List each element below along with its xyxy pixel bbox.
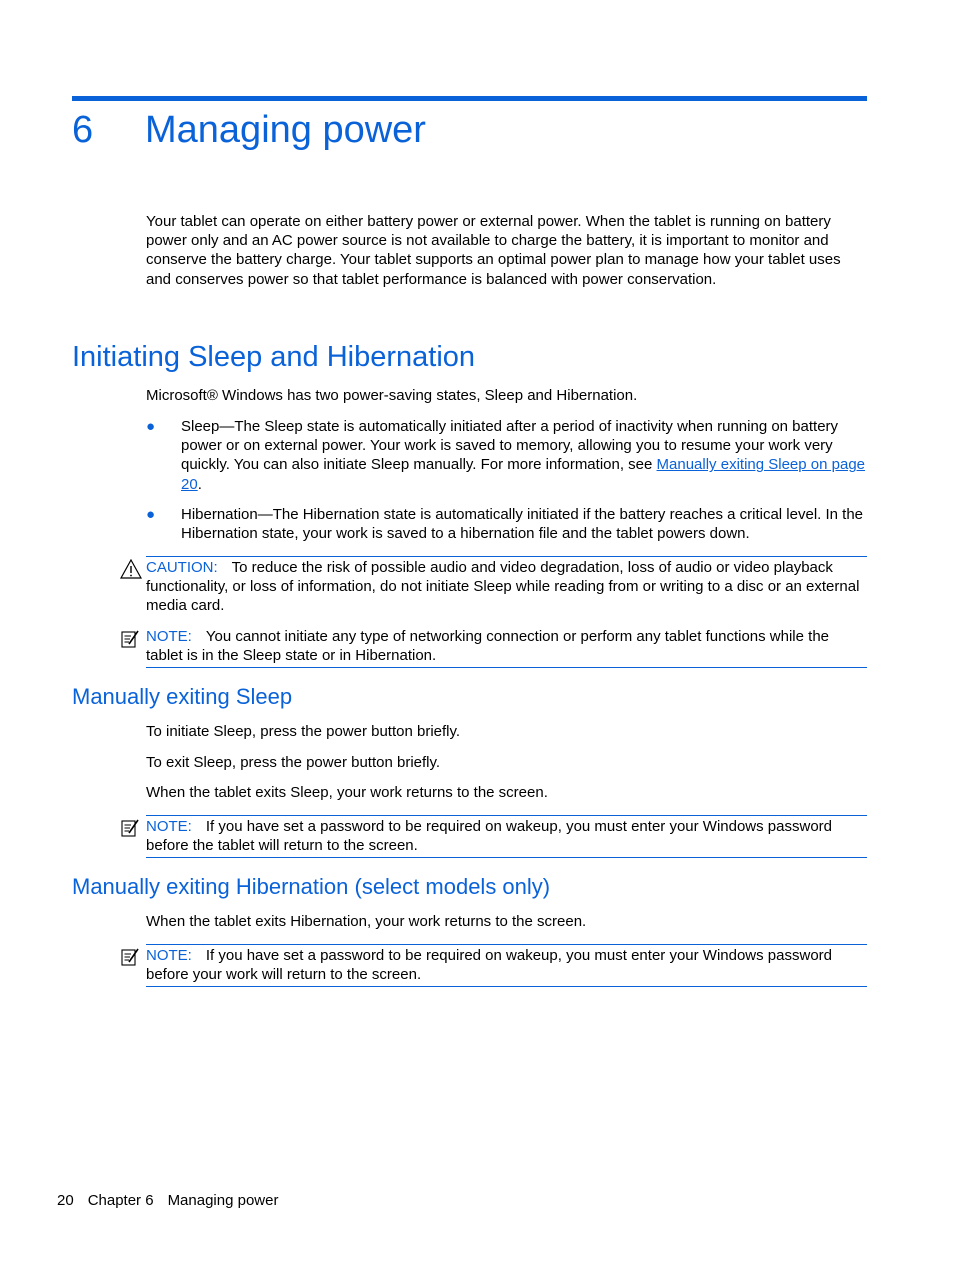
- chapter-number: 6: [72, 109, 94, 151]
- bullet-hibernation-text: Hibernation—The Hibernation state is automatically initiated if the battery reaches a critical level. In the Hibernation state, your work is saved to a hibernation file and the tablet powers down.: [181, 506, 864, 543]
- notice-bottom-rule: [146, 857, 867, 858]
- notice-top-rule: [146, 556, 867, 557]
- caution-triangle-icon: [120, 559, 142, 579]
- note-label: NOTE:: [146, 818, 192, 835]
- section-title-manually-exiting-hibernation: Manually exiting Hibernation (select models only): [72, 874, 551, 899]
- chapter-title: [72, 106, 426, 154]
- note-text: You cannot initiate any type of networking connection or perform any tablet functions while the tablet is in the Sleep state or in Hibernation.: [146, 628, 830, 665]
- chapter-rule: [72, 96, 867, 101]
- bullet-text: [181, 417, 871, 494]
- section-title-manually-exiting-sleep: Manually exiting Sleep: [72, 684, 293, 709]
- exit-sleep-line-1: To initiate Sleep, press the power button briefly.: [146, 723, 461, 740]
- exit-hibernation-note: [146, 946, 866, 984]
- exit-sleep-note: [146, 817, 866, 855]
- caution-label: CAUTION:: [146, 559, 218, 576]
- notice-top-rule: [146, 815, 867, 816]
- notice-bottom-rule: [146, 986, 867, 987]
- exit-hibernation-line: When the tablet exits Hibernation, your work returns to the screen.: [146, 913, 587, 930]
- notice-top-rule: [146, 944, 867, 945]
- exit-sleep-line-3: When the tablet exits Sleep, your work returns to the screen.: [146, 784, 548, 801]
- bullet-sleep-text: Sleep—The Sleep state is automatically initiated after a period of inactivity when running on battery power or on external power. Your work is saved to memory, allowing you to resume your work very quickly. You can also initiate Sleep manually. For more information, see: [181, 418, 839, 474]
- note-icon: [120, 818, 140, 838]
- note-icon: [120, 629, 140, 649]
- intro-paragraph: Your tablet can operate on either battery power or external power. When the tablet is running on battery power only and an AC power source is not available to charge the battery, it is important to monitor and conserve the battery charge. Your tablet supports an optimal power plan to manage how your tablet uses and conserves power so that tablet performance is balanced with power conservation.: [146, 213, 841, 288]
- note-text: If you have set a password to be required on wakeup, you must enter your Windows password before the tablet will return to the screen.: [146, 818, 833, 855]
- notice-bottom-rule: [146, 667, 867, 668]
- footer-page-number: 20: [57, 1192, 74, 1209]
- note-text: If you have set a password to be required on wakeup, you must enter your Windows password before your work will return to the screen.: [146, 947, 833, 984]
- exit-sleep-line-2: To exit Sleep, press the power button briefly.: [146, 754, 441, 771]
- section-title-sleep-hibernation: Initiating Sleep and Hibernation: [72, 341, 476, 373]
- caution-notice: [146, 558, 866, 616]
- manually-exiting-sleep-link[interactable]: Manually exiting Sleep on page 20: [181, 456, 866, 493]
- sleep-note: [146, 627, 866, 665]
- bullet-icon: ●: [146, 506, 156, 523]
- bullet-sleep-after: .: [197, 475, 202, 493]
- note-label: NOTE:: [146, 947, 192, 964]
- page-footer: [57, 1191, 292, 1210]
- chapter-title-text: Managing power: [145, 109, 426, 151]
- note-icon: [120, 947, 140, 967]
- sleep-intro: Microsoft® Windows has two power-saving states, Sleep and Hibernation.: [146, 387, 638, 404]
- caution-text: To reduce the risk of possible audio and video degradation, loss of audio or video playback functionality, or loss of information, do not initiate Sleep while reading from or writing to a disc or an external media card.: [146, 559, 860, 615]
- note-label: NOTE:: [146, 628, 192, 645]
- footer-title: Managing power: [167, 1192, 279, 1209]
- footer-chapter: Chapter 6: [87, 1192, 154, 1209]
- bullet-icon: ●: [146, 418, 156, 435]
